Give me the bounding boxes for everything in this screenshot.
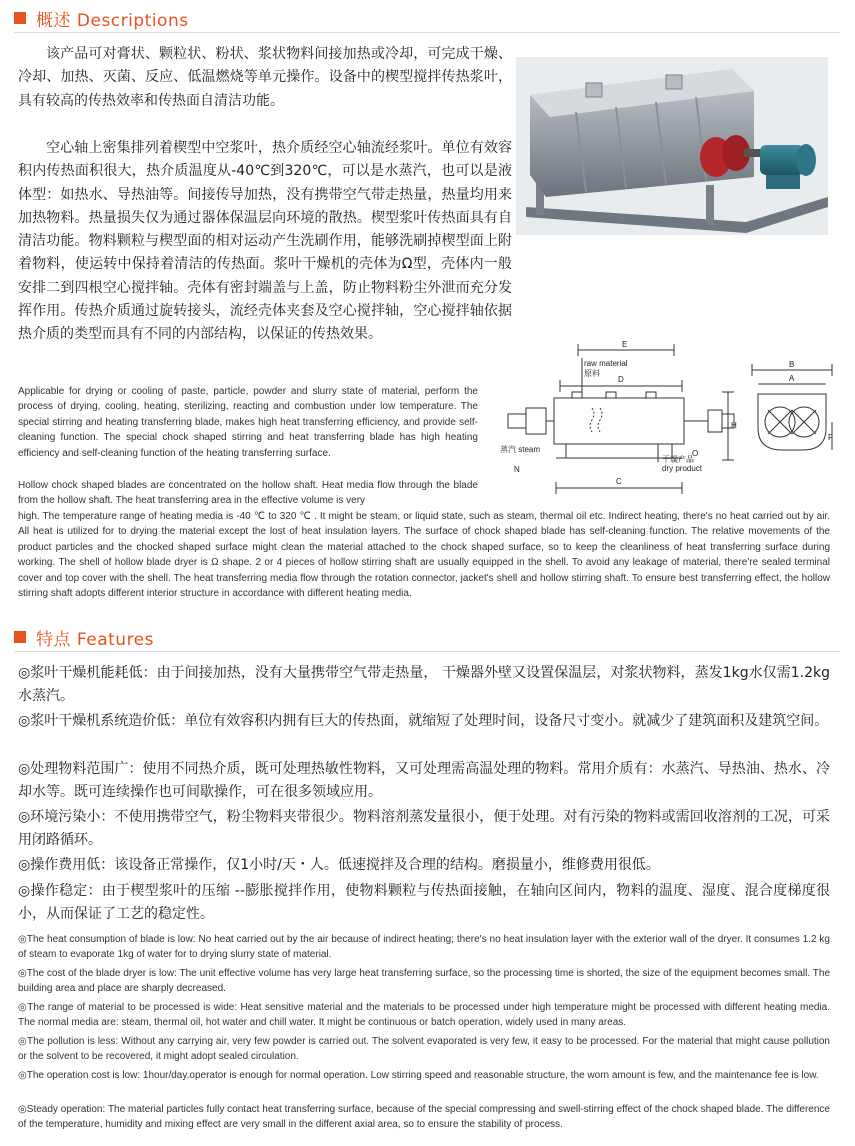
dim-e-label: E bbox=[622, 340, 628, 349]
features-heading-text: 特点 Features bbox=[36, 629, 155, 650]
dim-a-label: A bbox=[789, 374, 795, 383]
n-label: N bbox=[514, 465, 520, 474]
descriptions-heading-text: 概述 Descriptions bbox=[36, 10, 189, 31]
cn-feature-item: ◎操作稳定：由于楔型浆叶的压缩 --膨胀搅拌作用，使物料颗粒与传热面接触，在轴向区间内，物料的温度、湿度、混合度梯度很小，从而保证了工艺的稳定性。 bbox=[18, 883, 830, 923]
dry-product-cn-label: 干燥产品 bbox=[662, 455, 694, 464]
en-feature-item: ◎The pollution is less: Without any carrying air, very few powder is carried out. The solvent evaporated is very few, it easy to be processed. For the material that might cause pollution or the solvent to be recovered, it might adopt sealed circulation. bbox=[18, 1036, 830, 1063]
paddle-dryer-photo bbox=[516, 57, 828, 235]
cn-feature-item: ◎环境污染小：不使用携带空气，粉尘物料夹带很少。物料溶剂蒸发量很小，便于处理。对有污染的物料或需回收溶剂的工况，可采用闭路循环。 bbox=[18, 809, 830, 849]
descriptions-heading bbox=[14, 6, 189, 30]
dim-h-label: H bbox=[731, 421, 737, 430]
en-description-paragraph-2a: Hollow chock shaped blades are concentrated on the hollow shaft. Heat media flow through the blade from the hollow shaft. The heat transferring area in the effective volume is very bbox=[18, 480, 478, 507]
dim-d-label: D bbox=[618, 375, 624, 384]
cn-description-paragraph-2: 空心轴上密集排列着楔型中空浆叶，热介质经空心轴流经浆叶。单位有效容积内传热面积很大，热介质温度从-40℃到320℃，可以是水蒸汽，也可以是液体型：如热水、导热油等。间接传导加热，没有携带空气带走热量，热量均用来加热物料。热量损失仅为通过器体保温层向环境的散热。楔型浆叶传热面具有自清洁功能。物料颗粒与楔型面的相对运动产生洗刷作用，能够洗刷掉楔型面上附着物料，使运转中保持着清洁的传热面。浆叶干燥机的壳体为Ω型，壳体内一般安排二到四根空心搅拌轴。壳体有密封端盖与上盖，防止物料粉尘外泄而充分发挥作用。传热介质通过旋转接头，流经壳体夹套及空心搅拌轴，空心搅拌轴依据热介质的类型而具有不同的内部结构，以保证的传热效果。 bbox=[18, 140, 512, 343]
dim-c-label: C bbox=[616, 477, 622, 486]
en-description-paragraph-1: Applicable for drying or cooling of paste, particle, powder and slurry state of material, perform the process of drying, cooling, heating, sterilizing, reacting and combustion under low temperature. The special stirring and heating transferring blade, makes high heat transferring efficiency, and provide self-cleaning function. The special chock shaped stirring and heat transferring blade has high heating efficiency and self-cleaning function of the heating transferring surface. bbox=[18, 386, 478, 459]
raw-material-cn-label: 原料 bbox=[584, 369, 600, 378]
dim-b-label: B bbox=[789, 360, 795, 369]
heading-divider bbox=[14, 651, 840, 652]
steam-label: 蒸汽 steam bbox=[500, 445, 541, 454]
en-feature-item: ◎The range of material to be processed is wide: Heat sensitive material and the materials to be processed under high temperature might be processed with different heating media. The normal media are: steam, thermal oil, hot water and chill water. It might be continuous or batch operation, widely used in many areas. bbox=[18, 1002, 830, 1029]
features-heading bbox=[14, 625, 154, 649]
heading-divider bbox=[14, 32, 840, 33]
o-label: O bbox=[692, 449, 699, 458]
en-feature-item: ◎The operation cost is low: 1hour/day.operator is enough for normal operation. Low stirring speed and reasonable structure, the worn amount is few, and the maintenance fee is low. bbox=[18, 1070, 819, 1081]
en-feature-item: ◎The heat consumption of blade is low: No heat carried out by the air because of indirect heating; there's no heat insulation layer with the exterior wall of the dryer. It consumes 1.2 kg of steam to evaporate 1kg of water for to drying slurry state of material. bbox=[18, 934, 830, 961]
heading-marker bbox=[14, 12, 26, 24]
en-description-paragraph-2b: high. The temperature range of heating media is -40 ℃ to 320 ℃ . It might be steam, or liquid state, such as steam, thermal oil etc. Indirect heating, there's no heat carried out by air. All heat is utilized for to drying the material except the lost of heat insulation layers. The surface of chock shaped blade has self-cleaning function. The relative movements of the product particles and the chocked shaped surface might clean the material attached to the chock shaped surface, so to keep the cleanliness of heat transferring surface during working. The shell of hollow blade dryer is Ω shape. 2 or 4 pieces of hollow stirring shaft are usually equipped in the shell. To avoid any leakage of material, there're sealed terminal cover and top cover with the shell. The heat transferring media flow through the rotation connector, jacket's shell and hollow stirring shaft. To ensure best transferring effect, the hollow stirring shaft adopts different interior structure in accordance with different heating media. bbox=[18, 511, 830, 600]
cn-description-paragraph-1: 该产品可对膏状、颗粒状、粉状、浆状物料间接加热或冷却，可完成干燥、冷却、加热、灭菌、反应、低温燃烧等单元操作。设备中的楔型搅拌传热浆叶，具有较高的传热效率和传热面自清洁功能。 bbox=[18, 46, 512, 109]
dim-f-label: F bbox=[828, 433, 833, 442]
en-feature-item: ◎Steady operation: The material particles fully contact heat transferring surface, because of the special compressing and swell-stirring effect of the chock shaped blade. The difference of the temperature, humidity and mixing effect are very small in the different axial area, so to ensure the stability of process. bbox=[18, 1104, 830, 1131]
heading-marker bbox=[14, 631, 26, 643]
cn-feature-item: ◎浆叶干燥机能耗低：由于间接加热，没有大量携带空气带走热量， 干燥器外壁又设置保温层，对浆状物料，蒸发1kg水仅需1.2kg水蒸汽。 bbox=[18, 665, 830, 705]
raw-material-label: raw material bbox=[584, 359, 628, 368]
dry-product-label: dry product bbox=[662, 464, 703, 473]
cn-feature-item: ◎操作费用低：该设备正常操作，仅1小时/天・人。低速搅拌及合理的结构。磨损量小，维修费用很低。 bbox=[18, 857, 660, 873]
cn-feature-item: ◎浆叶干燥机系统造价低：单位有效容积内拥有巨大的传热面，就缩短了处理时间，设备尺寸变小。就减少了建筑面积及建筑空间。 bbox=[18, 713, 829, 729]
en-feature-item: ◎The cost of the blade dryer is low: The unit effective volume has very large heat transferring surface, so the processing time is shorted, the size of the equipment becomes small. The building area and place are sharply decreased. bbox=[18, 968, 830, 995]
dryer-dimension-diagram bbox=[496, 338, 836, 498]
cn-feature-item: ◎处理物料范围广：使用不同热介质，既可处理热敏性物料，又可处理需高温处理的物料。常用介质有：水蒸汽、导热油、热水、冷却水等。既可连续操作也可间歇操作，可在很多领域应用。 bbox=[18, 761, 830, 801]
